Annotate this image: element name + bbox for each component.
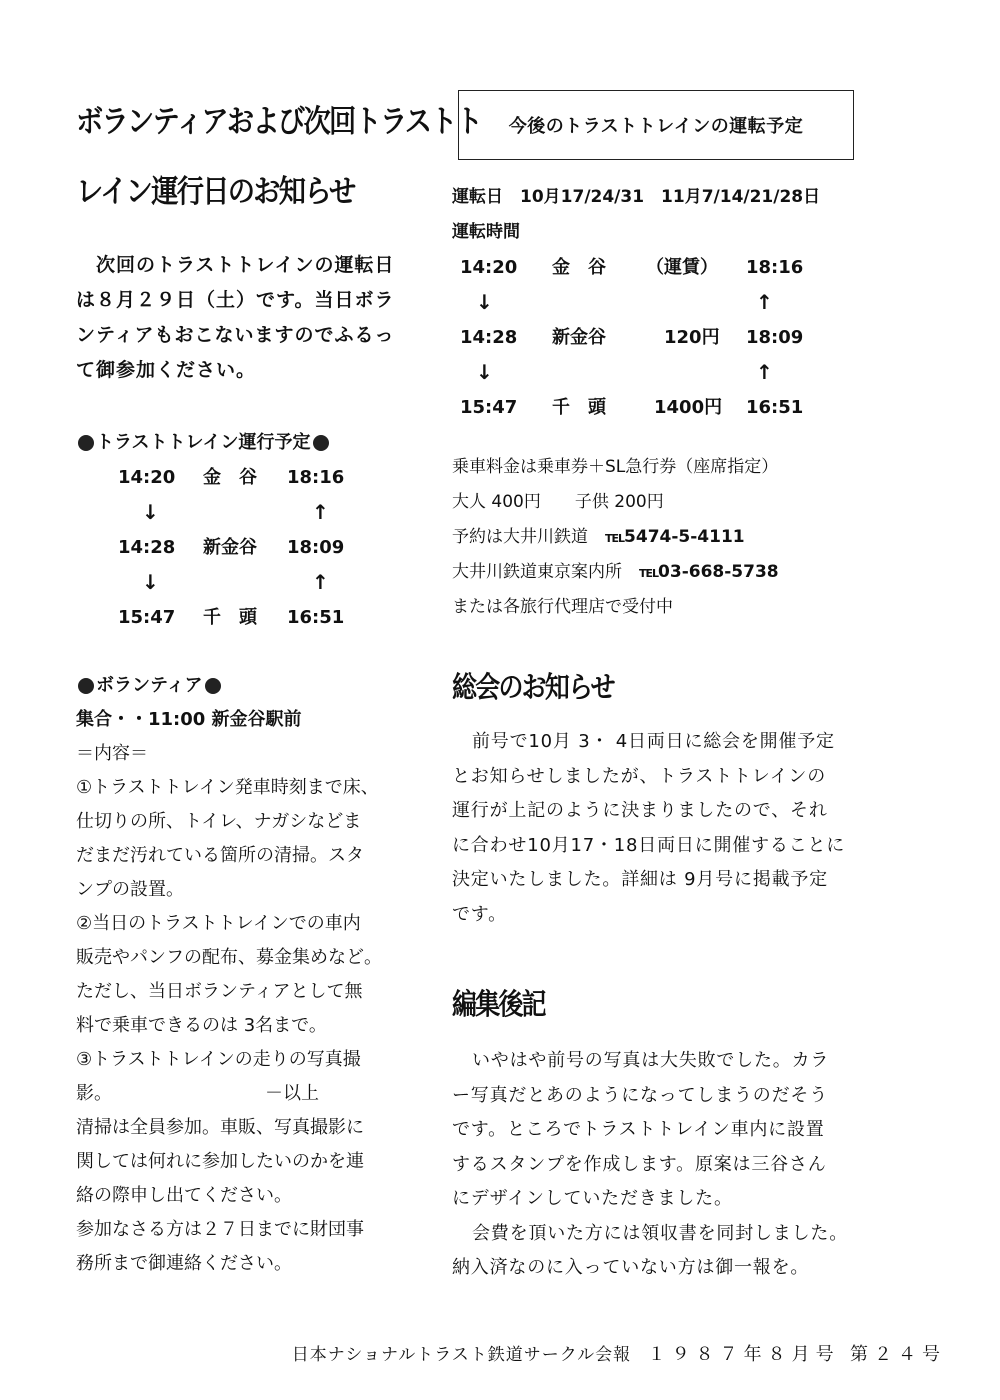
intro-line: て御参加ください。: [76, 359, 257, 381]
station-name: 新金谷: [203, 537, 257, 558]
footer: [292, 1340, 946, 1366]
reservation-tel: 5474-5-4111: [624, 527, 745, 547]
volunteer-line: 料で乗車できるのは 3名まで。: [76, 1015, 327, 1036]
down-arrow-icon: ↓: [476, 360, 493, 384]
volunteer-line: 参加なさる方は２７日までに財団事: [76, 1219, 364, 1240]
station-name: [552, 285, 646, 320]
timetable-row: [460, 250, 922, 285]
main-heading-line1: ボランティアおよび次回トラストト: [76, 104, 482, 140]
arrival-time: 18:09: [746, 327, 804, 348]
editor-line: するスタンプを作成します。原案は三谷さん: [452, 1153, 827, 1175]
volunteer-details: [76, 703, 432, 1281]
meeting-line: 前号で10月 3・ 4日両日に総会を開催予定: [472, 731, 835, 752]
arrival-time: 16:51: [746, 397, 804, 418]
editor-line: いやはや前号の写真は大失敗でした。カラ: [472, 1050, 830, 1071]
timetable-row: [460, 390, 922, 425]
publication-name: 日本ナショナルトラスト鉄道サークル会報: [291, 1345, 632, 1365]
timetable-row: [460, 285, 922, 320]
left-column: [76, 96, 482, 1281]
intro-line: は８月２９日（土）です。当日ボラ: [76, 289, 395, 311]
arrival-time: 18:16: [746, 257, 804, 278]
down-arrow-icon: ↓: [142, 570, 159, 594]
volunteer-line: 清掃は全員参加。車販、写真撮影に: [76, 1117, 364, 1138]
editor-line: にデザインしていただきました。: [452, 1188, 733, 1209]
volunteer-line: ③トラストトレインの走りの写真撮: [76, 1049, 361, 1070]
volunteer-line: 影。 －以上: [76, 1083, 319, 1104]
departure-time: 14:28: [118, 537, 176, 558]
reservation-line: [452, 520, 922, 555]
departure-time: 15:47: [460, 397, 518, 418]
timetable-row: [460, 320, 922, 355]
volunteer-line: 仕切りの所、トイレ、ナガシなどま: [76, 811, 362, 832]
reservation-prefix: 予約は大井川鉄道: [452, 527, 605, 547]
volunteer-line: だまだ汚れている箇所の清掃。スタ: [76, 845, 364, 866]
right-column: [452, 88, 922, 1286]
tel-mark: TEL: [639, 567, 659, 580]
timetable-row: [460, 355, 922, 390]
up-arrow-icon: ↑: [756, 290, 773, 314]
volunteer-line: ②当日のトラストトレインでの車内: [76, 913, 361, 934]
tel-mark: TEL: [605, 532, 625, 545]
volunteer-line: ①トラストトレイン発車時刻まで床、: [76, 777, 379, 798]
editor-line: 会費を頂いた方には領収書を同封しました。: [472, 1222, 848, 1244]
run-schedule: [452, 180, 922, 250]
departure-time: 15:47: [118, 607, 176, 628]
fare-line: 乗車料金は乗車券＋SL急行券（座席指定）: [452, 457, 779, 477]
volunteer-line: ＝内容＝: [76, 743, 148, 764]
station-name: 金 谷: [552, 257, 606, 278]
price-line: 大人 400円 子供 200円: [452, 492, 664, 512]
fare: [646, 355, 746, 390]
station-name: 千 頭: [552, 397, 606, 418]
volunteer-line: ただし、当日ボランティアとして無: [76, 981, 363, 1002]
issue-number: 第２４号: [850, 1344, 946, 1365]
schedule-title-text: トラストトレイン運行予定: [96, 432, 311, 453]
up-arrow-icon: ↑: [312, 570, 329, 594]
arrival-time: 18:16: [287, 467, 345, 488]
office-tel: 03-668-5738: [658, 562, 779, 582]
schedule-row: [118, 530, 432, 565]
down-arrow-icon: ↓: [476, 290, 493, 314]
schedule-table: [118, 460, 432, 635]
fare: 1400円: [654, 397, 723, 418]
intro-paragraph: [76, 248, 432, 388]
bullet-dot-icon: [78, 678, 94, 694]
schedule-row: [118, 565, 432, 600]
volunteer-line: 絡の際申し出てください。: [76, 1185, 292, 1206]
meeting-line: 運行が上記のように決まりましたので、それ: [452, 800, 828, 821]
departure-time: 14:28: [460, 327, 518, 348]
main-heading-line2: レイン運行日のお知らせ: [76, 174, 355, 210]
meeting-line: 決定いたしました。詳細は 9月号に掲載予定: [452, 869, 828, 890]
fare: [646, 285, 746, 320]
station-name: [203, 565, 287, 600]
station-name: 千 頭: [203, 607, 257, 628]
run-time-label: 運転時間: [452, 222, 520, 242]
schedule-row: [118, 600, 432, 635]
schedule-row: [118, 460, 432, 495]
editor-line: です。ところでトラストトレイン車内に設置: [452, 1119, 825, 1140]
meeting-body: [452, 725, 922, 932]
editor-heading: 編集後記: [452, 987, 545, 1021]
volunteer-meeting-info: 集合・・11:00 新金谷駅前: [76, 709, 302, 730]
fare: （運賃）: [646, 257, 718, 278]
up-arrow-icon: ↑: [312, 500, 329, 524]
office-prefix: 大井川鉄道東京案内所: [452, 562, 639, 582]
down-arrow-icon: ↓: [142, 500, 159, 524]
editor-line: ー写真だとあのようになってしまうのだそう: [452, 1084, 828, 1106]
agency-line: または各旅行代理店で受付中: [452, 597, 673, 617]
volunteer-line: 販売やパンフの配布、募金集めなど。: [76, 947, 382, 968]
arrival-time: 18:09: [287, 537, 345, 558]
schedule-title: [76, 426, 432, 460]
schedule-box-title: 今後のトラストトレインの運転予定: [458, 90, 854, 160]
station-name: [203, 495, 287, 530]
station-name: [552, 355, 646, 390]
bullet-dot-icon: [313, 435, 329, 451]
arrival-time: 16:51: [287, 607, 345, 628]
up-arrow-icon: ↑: [756, 360, 773, 384]
schedule-row: [118, 495, 432, 530]
bullet-dot-icon: [205, 678, 221, 694]
fare-timetable: [460, 250, 922, 425]
volunteer-line: 務所まで御連絡ください。: [76, 1253, 292, 1274]
volunteer-title: [76, 669, 432, 703]
run-days: 運転日 10月17/24/31 11月7/14/21/28日: [452, 187, 821, 207]
editor-body: [452, 1044, 922, 1286]
meeting-line: とお知らせしましたが、トラストトレインの: [452, 765, 827, 787]
issue-date: １９８７年８月号: [647, 1344, 840, 1365]
editor-line: 納入済なのに入っていない方は御一報を。: [452, 1257, 810, 1278]
fare-info: [452, 450, 922, 625]
departure-time: 14:20: [460, 257, 518, 278]
departure-time: 14:20: [118, 467, 176, 488]
volunteer-title-text: ボランティア: [96, 675, 203, 696]
station-name: 金 谷: [203, 467, 257, 488]
intro-line: 次回のトラストトレインの運転日: [96, 254, 395, 276]
station-name: 新金谷: [552, 327, 606, 348]
volunteer-line: ンプの設置。: [76, 879, 184, 900]
meeting-heading: 総会のお知らせ: [452, 670, 614, 704]
fare: 120円: [664, 327, 720, 348]
bullet-dot-icon: [78, 435, 94, 451]
intro-line: ンティアもおこないますのでふるっ: [76, 324, 395, 346]
office-line: [452, 555, 922, 590]
volunteer-line: 関しては何れに参加したいのかを連: [76, 1151, 364, 1172]
meeting-line: です。: [452, 903, 507, 925]
meeting-line: に合わせ10月17・18日両日に開催することに: [452, 834, 846, 856]
